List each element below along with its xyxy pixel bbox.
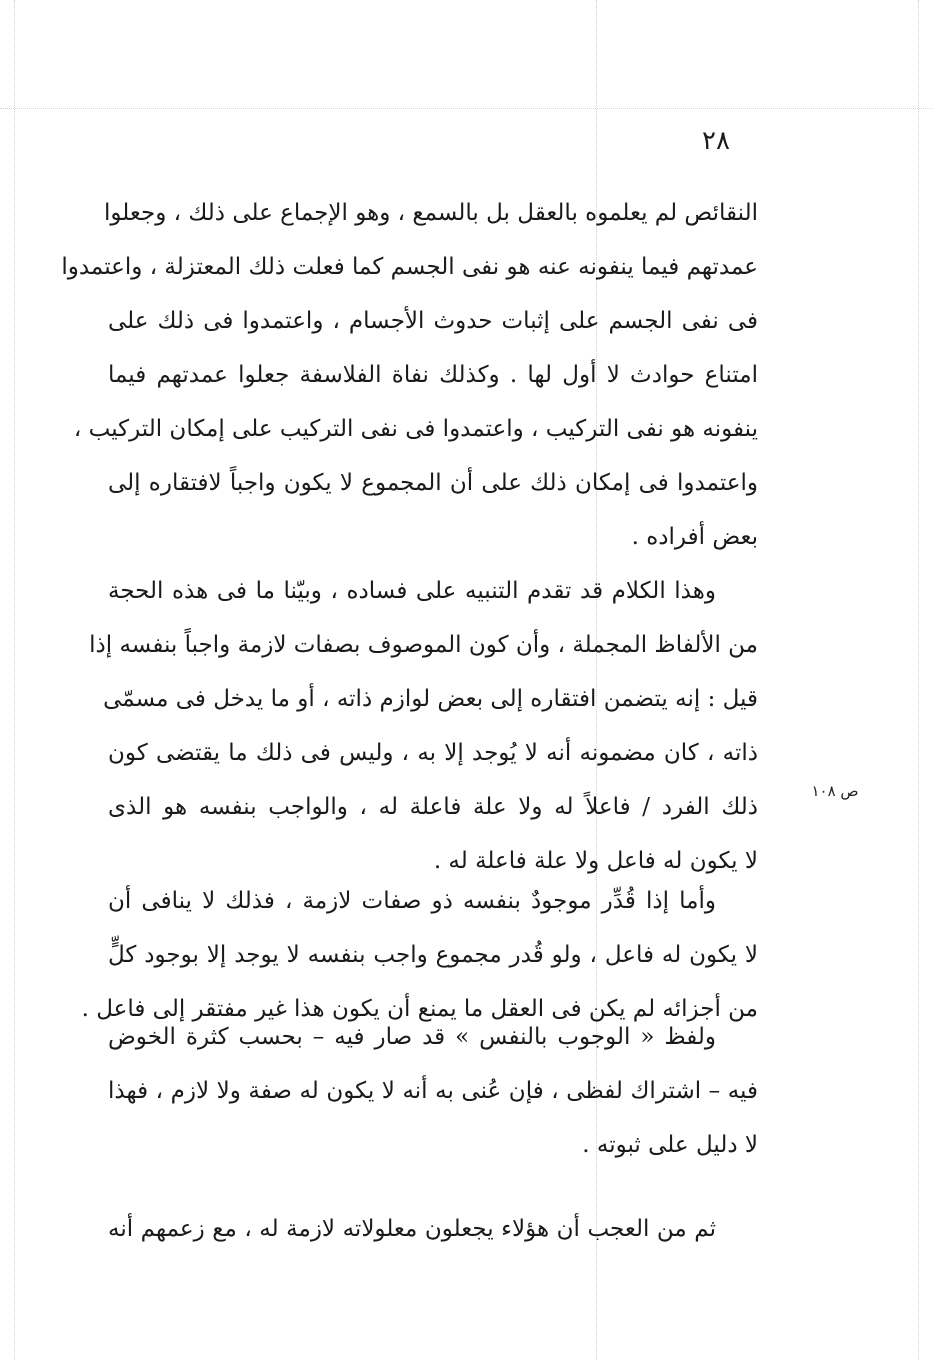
text-line: وهذا الكلام قد تقدم التنبيه على فساده ، وبيّنا ما فى هذه الحجة	[108, 578, 716, 604]
text-line: لا يكون له فاعل ، ولو قُدر مجموع واجب بنفسه لا يوجد إلا بوجود كلٍّ	[108, 942, 758, 968]
text-line: ينفونه هو نفى التركيب ، واعتمدوا فى نفى التركيب على إمكان التركيب ،	[73, 416, 758, 442]
text-line: النقائص لم يعلموه بالعقل بل بالسمع ، وهو الإجماع على ذلك ، وجعلوا	[104, 200, 758, 226]
margin-page-reference: ص ١٠٨	[811, 782, 859, 800]
page-number: ٢٨	[702, 126, 730, 156]
text-line: ثم من العجب أن هؤلاء يجعلون معلولاته لازمة له ، مع زعمهم أنه	[108, 1216, 716, 1242]
text-line: لا دليل على ثبوته .	[582, 1132, 758, 1158]
paragraph-4	[108, 1010, 758, 1172]
text-line: قيل : إنه يتضمن افتقاره إلى بعض لوازم ذاته ، أو ما يدخل فى مسمّى	[103, 686, 758, 712]
text-line: ذلك الفرد / فاعلاً له ولا علة فاعلة له ، والواجب بنفسه هو الذى	[108, 794, 758, 820]
scan-guide-line	[14, 0, 15, 1360]
text-line: من أجزائه لم يكن فى العقل ما يمنع أن يكون هذا غير مفتقر إلى فاعل .	[81, 996, 758, 1022]
text-line: من الألفاظ المجملة ، وأن كون الموصوف بصفات لازمة واجباً بنفسه إذا	[89, 632, 758, 658]
text-line: بعض أفراده .	[631, 524, 758, 550]
scan-guide-line	[0, 108, 932, 109]
text-line: فيه – اشتراك لفظى ، فإن عُنى به أنه لا يكون له صفة ولا لازم ، فهذا	[108, 1078, 758, 1104]
text-line: لا يكون له فاعل ولا علة فاعلة له .	[433, 848, 758, 874]
scan-guide-line	[918, 0, 919, 1360]
text-line: ذاته ، كان مضمونه أنه لا يُوجد إلا به ، وليس فى ذلك ما يقتضى كون	[108, 740, 758, 766]
text-line: فى نفى الجسم على إثبات حدوث الأجسام ، واعتمدوا فى ذلك على	[108, 308, 758, 334]
text-line: وأما إذا قُدِّر موجودٌ بنفسه ذو صفات لازمة ، فذلك لا ينافى أن	[108, 888, 716, 914]
text-line: امتناع حوادث لا أول لها . وكذلك نفاة الفلاسفة جعلوا عمدتهم فيما	[108, 362, 758, 388]
paragraph-1	[61, 186, 758, 564]
text-line: ولفظ « الوجوب بالنفس » قد صار فيه – بحسب كثرة الخوض	[108, 1024, 716, 1050]
paragraph-2	[89, 564, 758, 888]
text-line: عمدتهم فيما ينفونه عنه هو نفى الجسم كما فعلت ذلك المعتزلة ، واعتمدوا	[61, 254, 758, 280]
text-line: واعتمدوا فى إمكان ذلك على أن المجموع لا يكون واجباً لافتقاره إلى	[108, 470, 758, 496]
paragraph-5	[108, 1202, 758, 1256]
